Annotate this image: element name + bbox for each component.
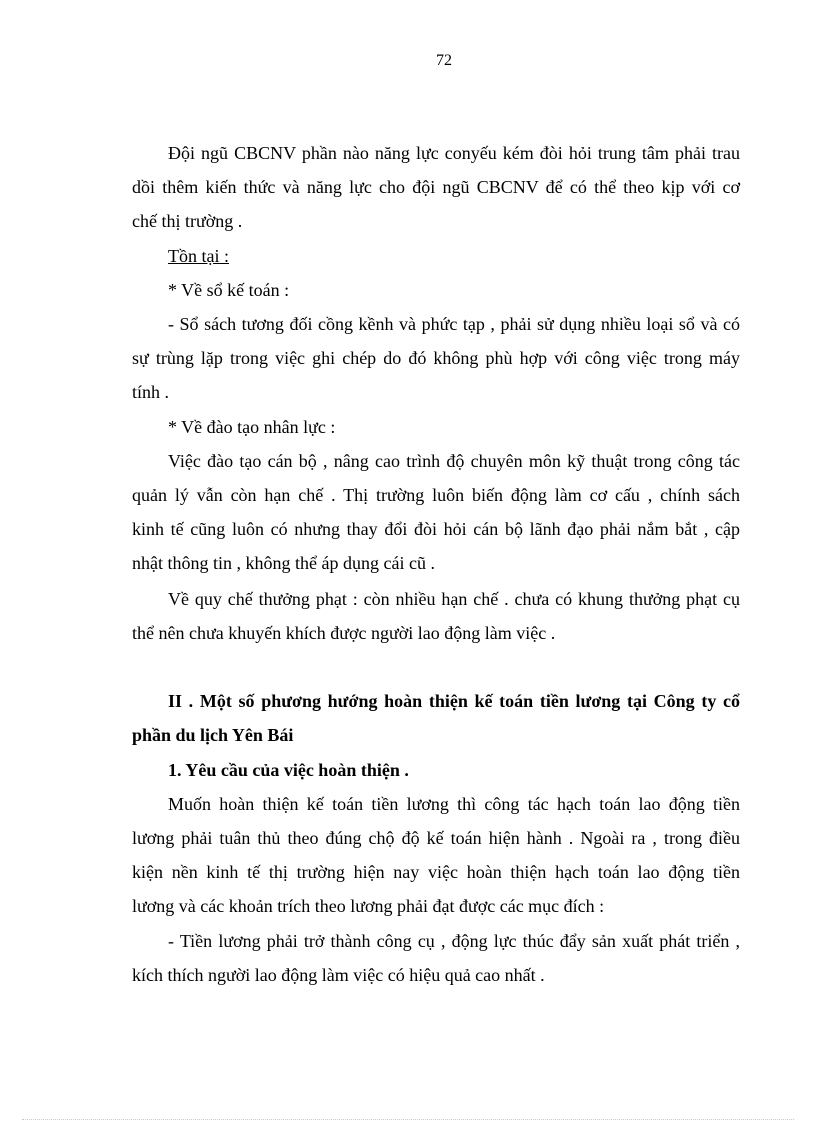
paragraph-line: chế thị trường . <box>132 211 243 231</box>
paragraph-line: dồi thêm kiến thức và năng lực cho đội ngũ CBCNV để có thể theo kịp với cơ <box>132 177 740 197</box>
section-label-ton-tai: Tồn tại : <box>168 246 229 266</box>
paragraph-line: quản lý vẫn còn hạn chế . Thị trường luôn biến động làm cơ cấu , chính sách <box>132 485 740 505</box>
paragraph-line: - Sổ sách tương đối cồng kềnh và phức tạp , phải sử dụng nhiều loại sổ và có <box>168 314 740 334</box>
subheading-dao-tao: * Về đào tạo nhân lực : <box>168 417 336 437</box>
page-bottom-divider <box>22 1119 794 1120</box>
paragraph-line: tính . <box>132 382 170 402</box>
paragraph-line: Đội ngũ CBCNV phần nào năng lực conyếu kém đòi hỏi trung tâm phải trau <box>168 143 740 163</box>
subsection-heading: 1. Yêu cầu của việc hoàn thiện . <box>168 760 409 780</box>
paragraph-line: Việc đào tạo cán bộ , nâng cao trình độ chuyên môn kỹ thuật trong công tác <box>168 451 740 471</box>
paragraph-line: kích thích người lao động làm việc có hiệu quả cao nhất . <box>132 965 545 985</box>
section-heading: II . Một số phương hướng hoàn thiện kế toán tiền lương tại Công ty cổ <box>168 691 740 711</box>
paragraph-line: nhật thông tin , không thể áp dụng cái cũ . <box>132 553 435 573</box>
paragraph-line: lương phải tuân thủ theo đúng chộ độ kế toán hiện hành . Ngoài ra , trong điều <box>132 828 740 848</box>
paragraph-line: kinh tế cũng luôn có nhưng thay đổi đòi hỏi cán bộ lãnh đạo phải nắm bắt , cập <box>132 519 740 539</box>
paragraph-line: Muốn hoàn thiện kế toán tiền lương thì công tác hạch toán lao động tiền <box>168 794 740 814</box>
paragraph-line: - Tiền lương phải trở thành công cụ , động lực thúc đẩy sản xuất phát triển , <box>168 931 740 951</box>
paragraph-line: sự trùng lặp trong việc ghi chép do đó không phù hợp với công việc trong máy <box>132 348 740 368</box>
paragraph-line: lương và các khoản trích theo lương phải đạt được các mục đích : <box>132 896 605 916</box>
paragraph-line: kiện nền kinh tế thị trường hiện nay việc hoàn thiện hạch toán lao động tiền <box>132 862 740 882</box>
paragraph-line: Về quy chế thưởng phạt : còn nhiều hạn chế . chưa có khung thưởng phạt cụ <box>168 589 740 609</box>
section-heading: phần du lịch Yên Bái <box>132 725 294 745</box>
page-number: 72 <box>436 52 452 69</box>
paragraph-line: thể nên chưa khuyến khích được người lao động làm việc . <box>132 623 556 643</box>
subheading-so-ke-toan: * Về sổ kế toán : <box>168 280 290 300</box>
